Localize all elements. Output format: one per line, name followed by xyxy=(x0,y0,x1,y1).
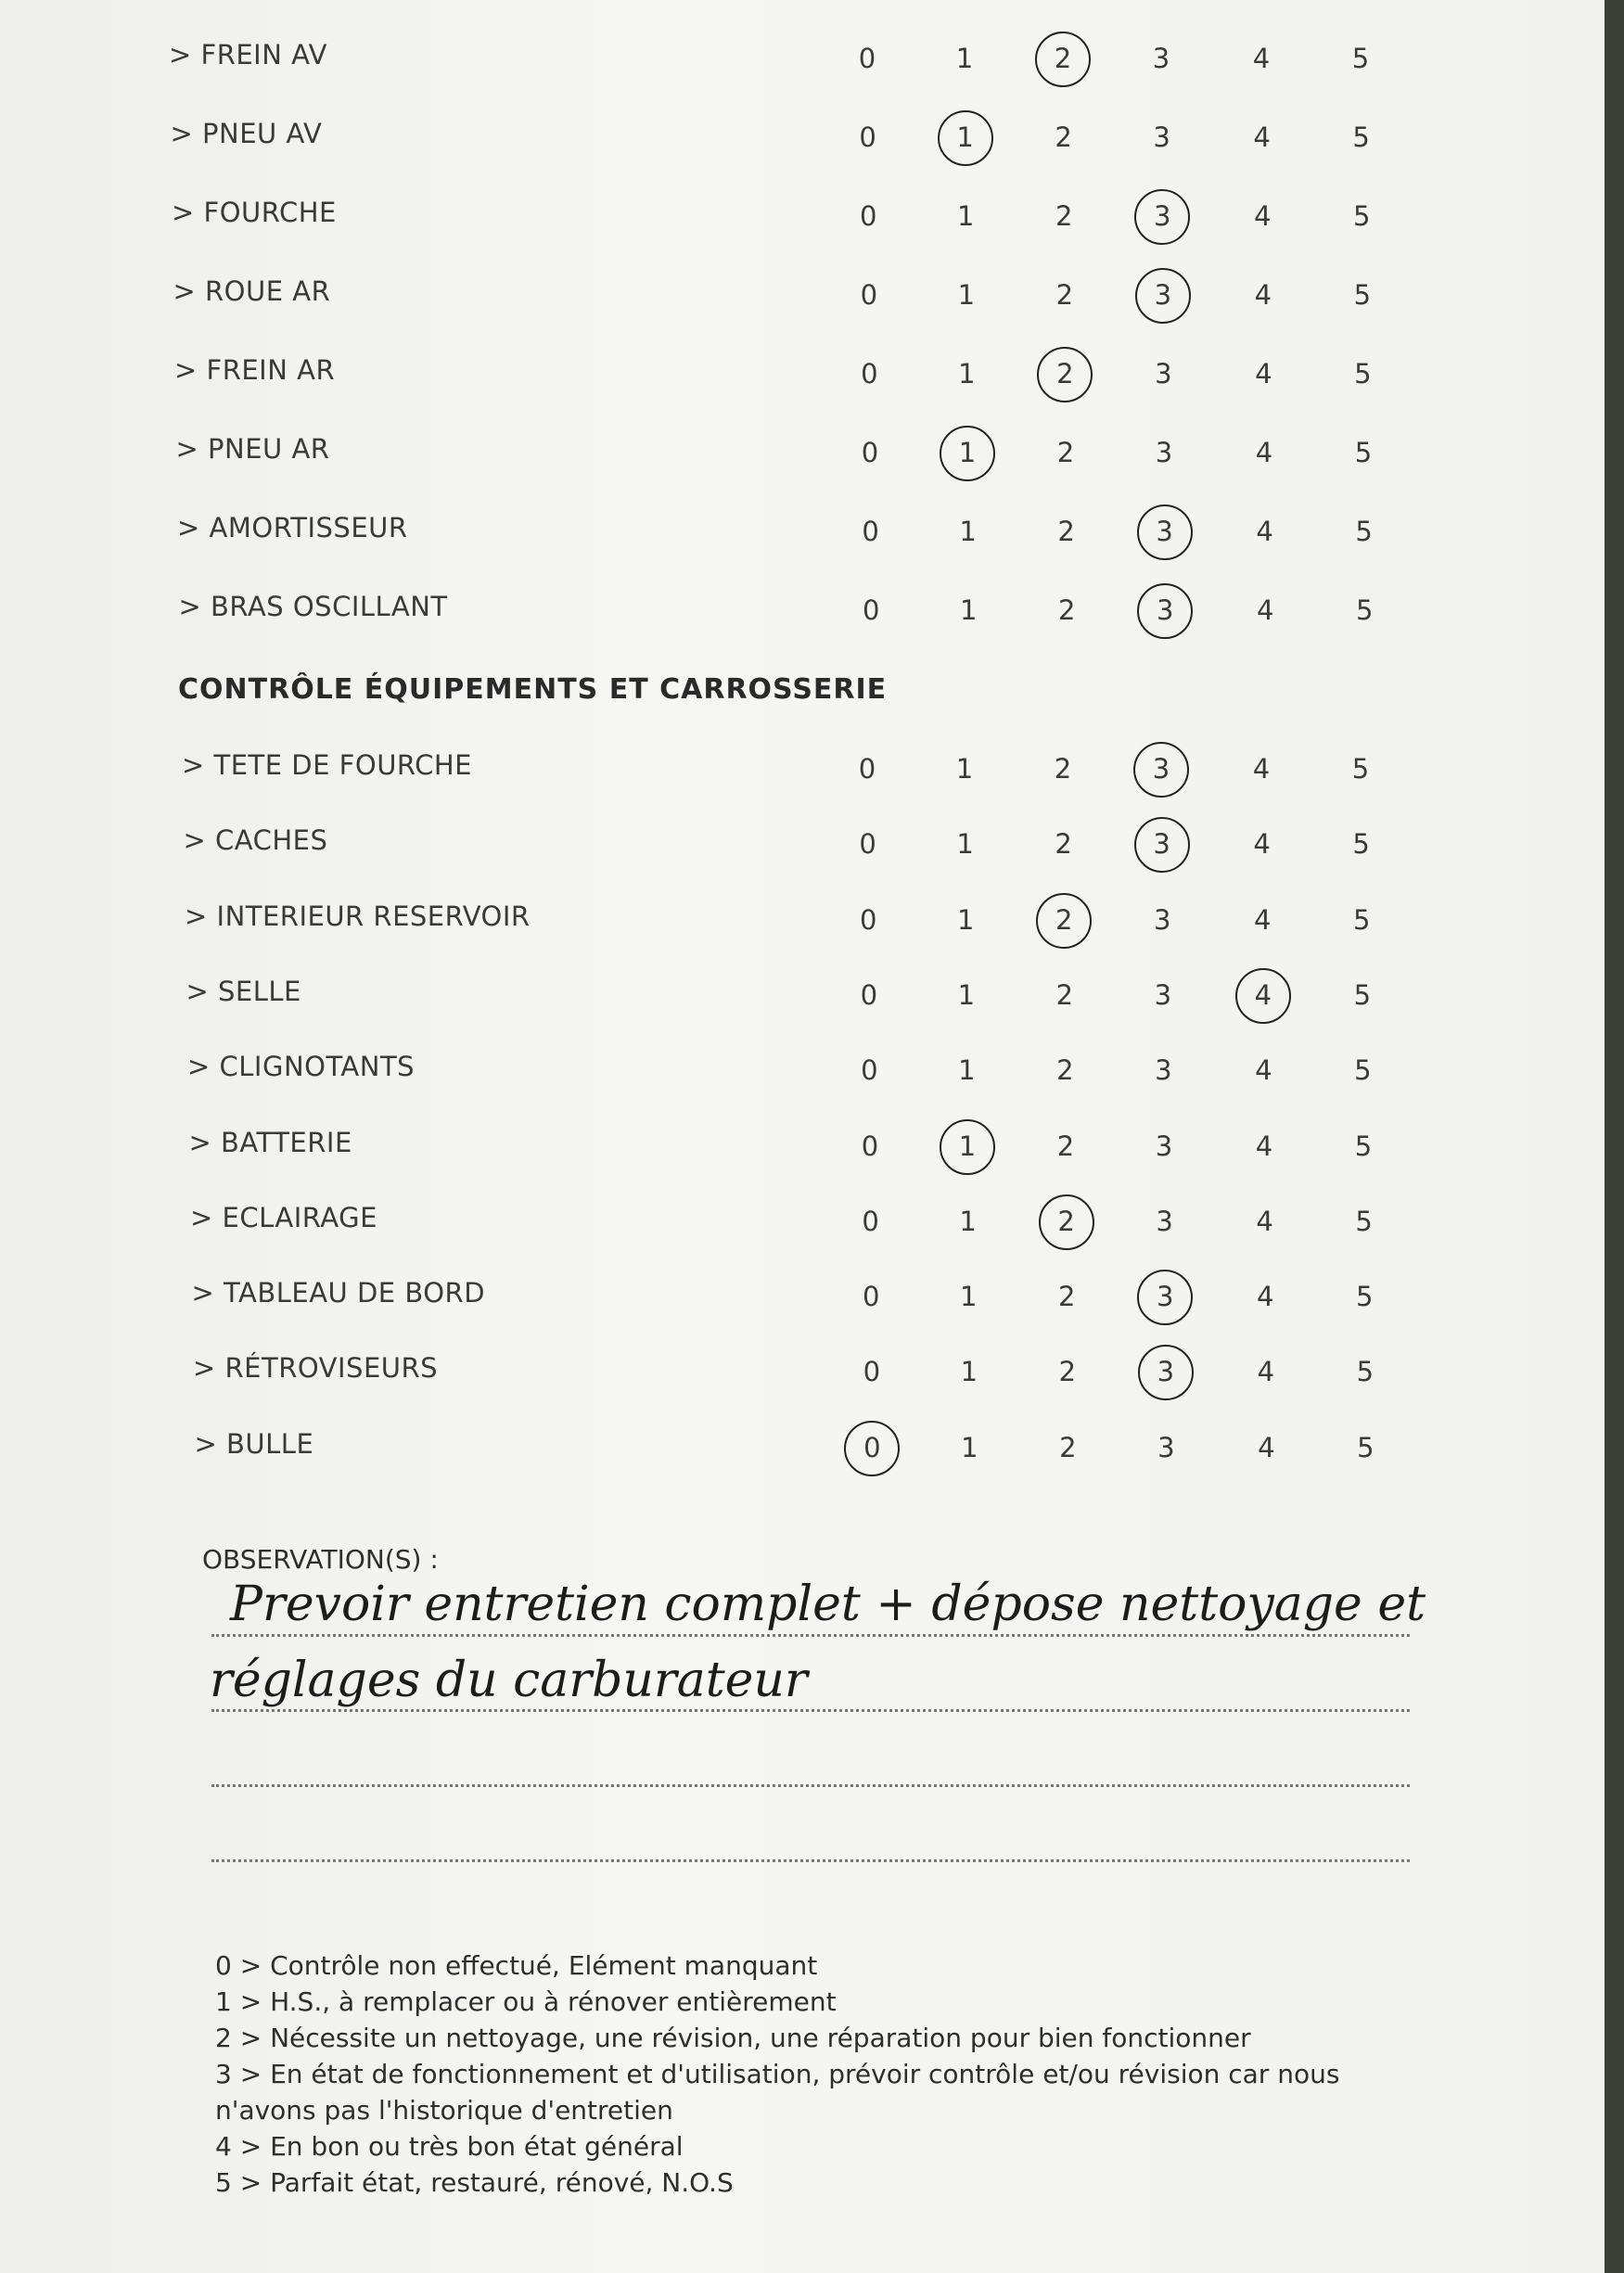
score-option[interactable]: 4 xyxy=(1254,279,1272,311)
selected-score-circle xyxy=(1133,742,1189,798)
score-option[interactable]: 0 xyxy=(858,43,876,74)
legend-item: 4 > En bon ou très bon état général xyxy=(215,2131,684,2162)
score-option[interactable]: 0 xyxy=(861,358,878,389)
selected-score-circle xyxy=(1134,817,1190,873)
score-option[interactable]: 1 xyxy=(958,358,976,389)
score-option[interactable]: 0 xyxy=(859,121,876,153)
score-option[interactable]: 3 xyxy=(1153,828,1170,861)
score-option[interactable]: 5 xyxy=(1351,43,1370,74)
score-option[interactable]: 1 xyxy=(959,516,977,547)
score-option[interactable]: 3 xyxy=(1153,903,1171,936)
row-label: > ROUE AR xyxy=(173,275,331,307)
score-option[interactable]: 2 xyxy=(1058,1356,1077,1388)
score-option[interactable]: 2 xyxy=(1056,1130,1075,1162)
score-option[interactable]: 3 xyxy=(1153,121,1170,153)
score-option[interactable]: 3 xyxy=(1155,1130,1173,1162)
checklist-row xyxy=(0,749,1605,805)
score-option[interactable]: 5 xyxy=(1355,1281,1374,1313)
handwritten-observation-2: réglages du carburateur xyxy=(210,1653,808,1708)
score-option[interactable]: 4 xyxy=(1257,1356,1275,1388)
score-option[interactable]: 4 xyxy=(1252,753,1271,785)
score-option[interactable]: 3 xyxy=(1152,43,1170,74)
selected-score-circle xyxy=(940,1119,995,1175)
score-option[interactable]: 4 xyxy=(1252,43,1271,74)
score-option[interactable]: 5 xyxy=(1355,516,1373,547)
score-option[interactable]: 2 xyxy=(1055,121,1072,153)
score-option[interactable]: 0 xyxy=(863,1356,881,1388)
score-option[interactable]: 1 xyxy=(959,594,978,626)
score-option[interactable]: 3 xyxy=(1157,1356,1175,1388)
checklist-row xyxy=(0,900,1605,956)
legend-item: n'avons pas l'historique d'entretien xyxy=(215,2095,673,2126)
selected-score-circle xyxy=(1037,347,1093,402)
checklist-row xyxy=(0,118,1605,173)
score-option[interactable]: 5 xyxy=(1357,1431,1375,1463)
selected-score-circle xyxy=(938,110,993,166)
row-label: > RÉTROVISEURS xyxy=(193,1352,439,1385)
score-option[interactable]: 5 xyxy=(1352,903,1371,936)
score-option[interactable]: 5 xyxy=(1351,753,1370,785)
score-option[interactable]: 1 xyxy=(958,1130,977,1162)
checklist-row xyxy=(0,1202,1605,1258)
score-option[interactable]: 2 xyxy=(1059,1431,1077,1463)
score-option[interactable]: 1 xyxy=(957,978,976,1011)
row-label: > INTERIEUR RESERVOIR xyxy=(185,900,531,932)
score-option[interactable]: 1 xyxy=(956,121,974,153)
score-option[interactable]: 4 xyxy=(1256,594,1274,626)
selected-score-circle xyxy=(1235,968,1291,1024)
row-label: > BRAS OSCILLANT xyxy=(178,591,448,622)
rating-legend xyxy=(215,1947,1421,2201)
score-option[interactable]: 0 xyxy=(861,437,879,468)
checklist-row xyxy=(0,1127,1605,1182)
score-option[interactable]: 4 xyxy=(1253,903,1272,936)
score-option[interactable]: 3 xyxy=(1155,358,1172,389)
score-option[interactable]: 5 xyxy=(1354,437,1373,468)
score-option[interactable]: 2 xyxy=(1057,594,1076,626)
selected-score-circle xyxy=(1137,583,1193,639)
legend-item: 3 > En état de fonctionnement et d'utilisation, prévoir contrôle et/ou révision car nous xyxy=(215,2059,1340,2089)
score-option[interactable]: 2 xyxy=(1054,43,1072,74)
score-option[interactable]: 4 xyxy=(1253,200,1272,232)
score-option[interactable]: 0 xyxy=(863,1431,881,1463)
selected-score-circle xyxy=(1138,1345,1194,1400)
score-option[interactable]: 2 xyxy=(1057,1281,1076,1313)
checklist-row xyxy=(0,1352,1605,1408)
score-option[interactable]: 0 xyxy=(862,1205,879,1237)
score-option[interactable]: 1 xyxy=(956,828,974,861)
legend-item: 5 > Parfait état, restauré, rénové, N.O.S xyxy=(215,2167,734,2198)
score-option[interactable]: 2 xyxy=(1055,978,1074,1011)
score-option[interactable]: 3 xyxy=(1152,753,1170,785)
score-option[interactable]: 0 xyxy=(859,903,877,936)
score-option[interactable]: 4 xyxy=(1256,1281,1274,1313)
score-option[interactable]: 3 xyxy=(1155,437,1173,468)
row-label: > PNEU AR xyxy=(175,433,330,465)
score-option[interactable]: 3 xyxy=(1157,1431,1175,1463)
score-option[interactable]: 5 xyxy=(1353,978,1372,1011)
row-label: > ECLAIRAGE xyxy=(190,1201,377,1233)
score-option[interactable]: 4 xyxy=(1256,1205,1273,1237)
legend-item: 0 > Contrôle non effectué, Elément manquant xyxy=(215,1950,818,1981)
score-option[interactable]: 2 xyxy=(1055,200,1073,232)
checklist-row xyxy=(0,433,1605,489)
score-option[interactable]: 2 xyxy=(1057,1205,1075,1237)
score-option[interactable]: 2 xyxy=(1057,516,1075,547)
row-label: > TABLEAU DE BORD xyxy=(191,1277,486,1309)
checklist-row xyxy=(0,275,1605,331)
observation-line-3 xyxy=(211,1784,1410,1787)
row-label: > CACHES xyxy=(183,824,328,857)
score-option[interactable]: 4 xyxy=(1253,828,1271,861)
row-label: > BATTERIE xyxy=(188,1126,352,1158)
score-option[interactable]: 4 xyxy=(1254,978,1272,1011)
score-option[interactable]: 2 xyxy=(1055,279,1074,311)
checklist-row xyxy=(0,1051,1605,1106)
score-option[interactable]: 3 xyxy=(1155,1054,1172,1087)
legend-item: 1 > H.S., à remplacer ou à rénover entièrement xyxy=(215,1986,837,2017)
score-option[interactable]: 2 xyxy=(1056,1054,1074,1087)
score-option[interactable]: 1 xyxy=(958,1054,976,1087)
row-label: > BULLE xyxy=(194,1427,314,1460)
score-option[interactable]: 5 xyxy=(1356,1356,1375,1388)
score-option[interactable]: 3 xyxy=(1156,594,1174,626)
score-option[interactable]: 4 xyxy=(1258,1431,1275,1463)
score-option[interactable]: 0 xyxy=(860,978,878,1011)
checklist-row xyxy=(0,354,1605,410)
score-option[interactable]: 2 xyxy=(1056,358,1074,389)
score-option[interactable]: 4 xyxy=(1255,1054,1272,1087)
selected-score-circle xyxy=(1135,268,1191,324)
row-label: > SELLE xyxy=(185,975,301,1007)
score-option[interactable]: 0 xyxy=(862,594,880,626)
checklist-row xyxy=(0,1277,1605,1333)
selected-score-circle xyxy=(1134,189,1190,245)
score-option[interactable]: 1 xyxy=(959,1281,978,1313)
observations-label: OBSERVATION(S) : xyxy=(202,1544,439,1575)
score-option[interactable]: 1 xyxy=(957,279,976,311)
score-option[interactable]: 4 xyxy=(1255,1130,1273,1162)
row-label: > CLIGNOTANTS xyxy=(187,1051,416,1083)
score-option[interactable]: 1 xyxy=(960,1356,978,1388)
row-label: > FREIN AV xyxy=(169,39,327,70)
checklist-row xyxy=(0,976,1605,1031)
score-option[interactable]: 0 xyxy=(860,279,878,311)
score-option[interactable]: 2 xyxy=(1055,828,1072,861)
score-option[interactable]: 5 xyxy=(1352,121,1370,153)
score-option[interactable]: 3 xyxy=(1156,516,1173,547)
score-option[interactable]: 0 xyxy=(859,828,876,861)
score-option[interactable]: 1 xyxy=(959,1205,977,1237)
score-option[interactable]: 4 xyxy=(1253,121,1271,153)
selected-score-circle xyxy=(1036,893,1092,949)
section-title: CONTRÔLE ÉQUIPEMENTS ET CARROSSERIE xyxy=(178,673,888,706)
score-option[interactable]: 2 xyxy=(1054,753,1072,785)
checklist-row xyxy=(0,197,1605,252)
score-option[interactable]: 5 xyxy=(1355,1205,1373,1237)
score-option[interactable]: 5 xyxy=(1354,1130,1373,1162)
score-option[interactable]: 3 xyxy=(1156,1205,1173,1237)
score-option[interactable]: 1 xyxy=(955,43,974,74)
row-label: > FOURCHE xyxy=(172,197,337,228)
score-option[interactable]: 3 xyxy=(1154,279,1172,311)
observation-line-2 xyxy=(211,1709,1410,1712)
score-option[interactable]: 5 xyxy=(1352,828,1370,861)
score-option[interactable]: 5 xyxy=(1352,200,1371,232)
score-option[interactable]: 5 xyxy=(1354,358,1372,389)
row-label: > AMORTISSEUR xyxy=(177,512,408,543)
checklist-row xyxy=(0,591,1605,646)
row-label: > FREIN AR xyxy=(174,354,336,386)
checklist-row xyxy=(0,512,1605,568)
score-option[interactable]: 3 xyxy=(1156,1281,1174,1313)
selected-score-circle xyxy=(1137,504,1193,560)
score-option[interactable]: 1 xyxy=(955,753,974,785)
score-option[interactable]: 5 xyxy=(1354,1054,1372,1087)
checklist-row xyxy=(0,39,1605,95)
score-option[interactable]: 0 xyxy=(859,200,877,232)
score-option[interactable]: 0 xyxy=(858,753,876,785)
checklist-row xyxy=(0,1428,1605,1484)
score-option[interactable]: 3 xyxy=(1153,200,1171,232)
legend-item: 2 > Nécessite un nettoyage, une révision, une réparation pour bien fonctionner xyxy=(215,2023,1251,2053)
score-option[interactable]: 1 xyxy=(956,903,975,936)
score-option[interactable]: 4 xyxy=(1255,437,1273,468)
selected-score-circle xyxy=(1137,1270,1193,1325)
score-option[interactable]: 5 xyxy=(1355,594,1374,626)
selected-score-circle xyxy=(1035,32,1091,87)
score-option[interactable]: 1 xyxy=(956,200,975,232)
score-option[interactable]: 1 xyxy=(961,1431,978,1463)
observation-line-4 xyxy=(211,1859,1410,1862)
score-option[interactable]: 5 xyxy=(1353,279,1372,311)
score-option[interactable]: 1 xyxy=(958,437,977,468)
score-option[interactable]: 2 xyxy=(1055,903,1073,936)
row-label: > PNEU AV xyxy=(170,118,323,149)
selected-score-circle xyxy=(940,426,995,481)
handwritten-observation-1: Prevoir entretien complet + dépose nettoyage et xyxy=(230,1577,1426,1632)
checklist-row xyxy=(0,824,1605,880)
score-option[interactable]: 2 xyxy=(1056,437,1075,468)
score-option[interactable]: 4 xyxy=(1256,516,1273,547)
score-option[interactable]: 0 xyxy=(861,1130,879,1162)
selected-score-circle xyxy=(1039,1194,1094,1250)
score-option[interactable]: 3 xyxy=(1154,978,1172,1011)
observation-line-1 xyxy=(211,1634,1410,1637)
score-option[interactable]: 0 xyxy=(862,516,879,547)
score-option[interactable]: 0 xyxy=(861,1054,878,1087)
selected-score-circle xyxy=(844,1421,900,1476)
score-option[interactable]: 0 xyxy=(862,1281,880,1313)
row-label: > TETE DE FOURCHE xyxy=(182,749,472,781)
score-option[interactable]: 4 xyxy=(1255,358,1272,389)
